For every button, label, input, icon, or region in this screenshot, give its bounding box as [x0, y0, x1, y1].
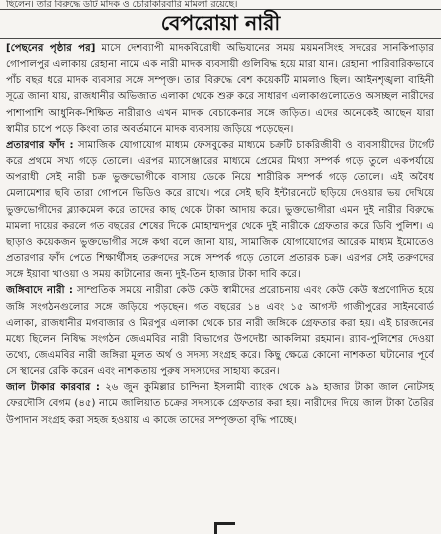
next-headline-fragment [190, 522, 260, 534]
paragraph-text: মাসে দেশব্যাপী মাদকবিরোধী অভিযানের সময় ময়মনসিংহ সদরের সানকিপাড়ার গোপালপুর এলাকায় রেহানা নামে এক নারী মাদক ব্যবসায়ী গুলিবিদ্ধ হয়ে মারা যান। রেহানা পারিবারিকভাবে পাঁচ বছর ধরে মাদক ব্যবসার সঙ্গে সম্পৃক্ত। তার বিরুদ্ধে বেশ কয়েকটি মামলাও ছিল। আইনশৃঙ্খলা বাহিনী সূত্রে জানা যায়, রাজধানীর অভিজাত এলাকা থেকে শুরু করে সাধারণ এলাকাগুলোতেও অসচ্ছল নারীদের পাশাপাশি আধুনিক-শিক্ষিত নারীরাও এখন মাদক বেচাকেনার সঙ্গে জড়িত। এদের অনেকেই আছেন যারা স্বামীর চাপে পড়ে কিংবা তার অবর্তমানে মাদক ব্যবসায় জড়িয়ে পড়েছেন। [6, 43, 434, 135]
section-heading-counterfeit: জাল টাকার কারবার : [6, 382, 100, 394]
article-headline: বেপরোয়া নারী [160, 11, 281, 35]
article-paragraph-militancy [6, 283, 434, 380]
paragraph-text: ২৬ জুন কুমিল্লার চান্দিনা ইসলামী ব্যাংক থেকে ৯৯ হাজার টাকা জাল নোটসহ ফেরদৌসি বেগম (৪৫) নামে জালিয়াত চক্রের সদস্যকে গ্রেফতার করা হয়। নারীদের দিয়ে জাল টাকা তৈরির উপাদান সংগ্রহ করা সহজ হওয়ায় এ কাজে তাদের সম্পৃক্ততা বৃদ্ধি পাচ্ছে। [6, 382, 434, 426]
section-heading-militancy: জঙ্গিবাদে নারী : [6, 285, 73, 297]
continued-from-marker: [পেছনের পৃষ্ঠার পর] [6, 43, 96, 54]
paragraph-text: সাম্প্রতিক সময়ে নারীরা কেউ কেউ স্বামীদের প্ররোচনায় এবং কেউ কেউ স্বপ্রণোদিত হয়ে জঙ্গি সংগঠনগুলোর সঙ্গে জড়িয়ে পড়ছেন। গত বছরের ১৪ এবং ১৫ আগস্ট গাজীপুরের সাইনবোর্ড এলাকা, রাজধানীর মগবাজার ও মিরপুর এলাকা থেকে চার নারী জঙ্গিকে গ্রেফতার করা হয়। এই চারজনের মধ্যে ছিলেন নিষিদ্ধ সংগঠন জেএমবির নারী বিভাগের উপদেষ্টা আকলিমা রহমান। র‌্যাব-পুলিশের দেওয়া তথ্যে, জেএমবির নারী জঙ্গিরা মূলত অর্থ ও সদস্য সংগ্রহ করে। কিছু ক্ষেত্রে কোনো নাশকতা ঘটানোর পূর্বে সে স্থানের রেকি করেন এবং নাশকতায় পুরুষ সদস্যদের সাহায্য করেন। [6, 285, 434, 378]
article-body [6, 41, 434, 515]
previous-article-fragment: ছিলেন। তার বিরুদ্ধে ডটি মাদক ও চোরাকারবারি মামলা রয়েছে। [6, 0, 238, 9]
paragraph-text: সামাজিক যোগাযোগ মাধ্যম ফেসবুকের মাধ্যমে চক্রটি চাকরিজীবী ও ব্যবসায়ীদের টার্গেট করে প্রথমে সখ্য গড়ে তোলে। এরপর ম্যাসেঞ্জারের মাধ্যমে প্রেমের মিথ্যা সম্পর্ক গড়ে তুলে একপর্যায়ে অপরাধী সেই নারী চক্র ভুক্তভোগীকে বাসায় ডেকে নিয়ে শারীরিক সম্পর্ক গড়ে তোলে। এই অবৈধ মেলামেশার ছবি তারা গোপনে ভিডিও করে রাখে। পরে সেই ছবি ইন্টারনেটে ছড়িয়ে দেওয়ার ভয় দেখিয়ে ভুক্তভোগীদের ব্ল্যাকমেল করে তাদের কাছ থেকে টাকা আদায় করে। ভুক্তভোগীরা এমন দুই নারীর বিরুদ্ধে মামলা দায়ের করলে গত বছরের শেষের দিকে মোহাম্মদপুর থেকে দুই নারীকে গ্রেফতার করে ডিবি পুলিশ। এ ছাড়াও কয়েকজন ভুক্তভোগীর সঙ্গে কথা বলে জানা যায়, সামাজিক যোগাযোগের আরেক মাধ্যম ইমোতেও প্রতারণার ফাঁদ পেতে শিক্ষার্থীসহ তরুণদের সঙ্গে সম্পর্ক গড়ে তোলে প্রতারক চক্র। এরপর সেই তরুণদের সঙ্গে ইয়াবা খাওয়া ও সময় কাটানোর জন্য দুই-তিন হাজার টাকা দাবি করে। [6, 139, 434, 281]
article-paragraph-intro [6, 41, 434, 138]
article-paragraph-fraud [6, 138, 434, 283]
headline-divider [0, 38, 441, 39]
cropped-glyph [214, 522, 235, 534]
article-paragraph-counterfeit [6, 380, 434, 428]
section-heading-fraud: প্রতারণার ফাঁদ : [6, 139, 74, 151]
